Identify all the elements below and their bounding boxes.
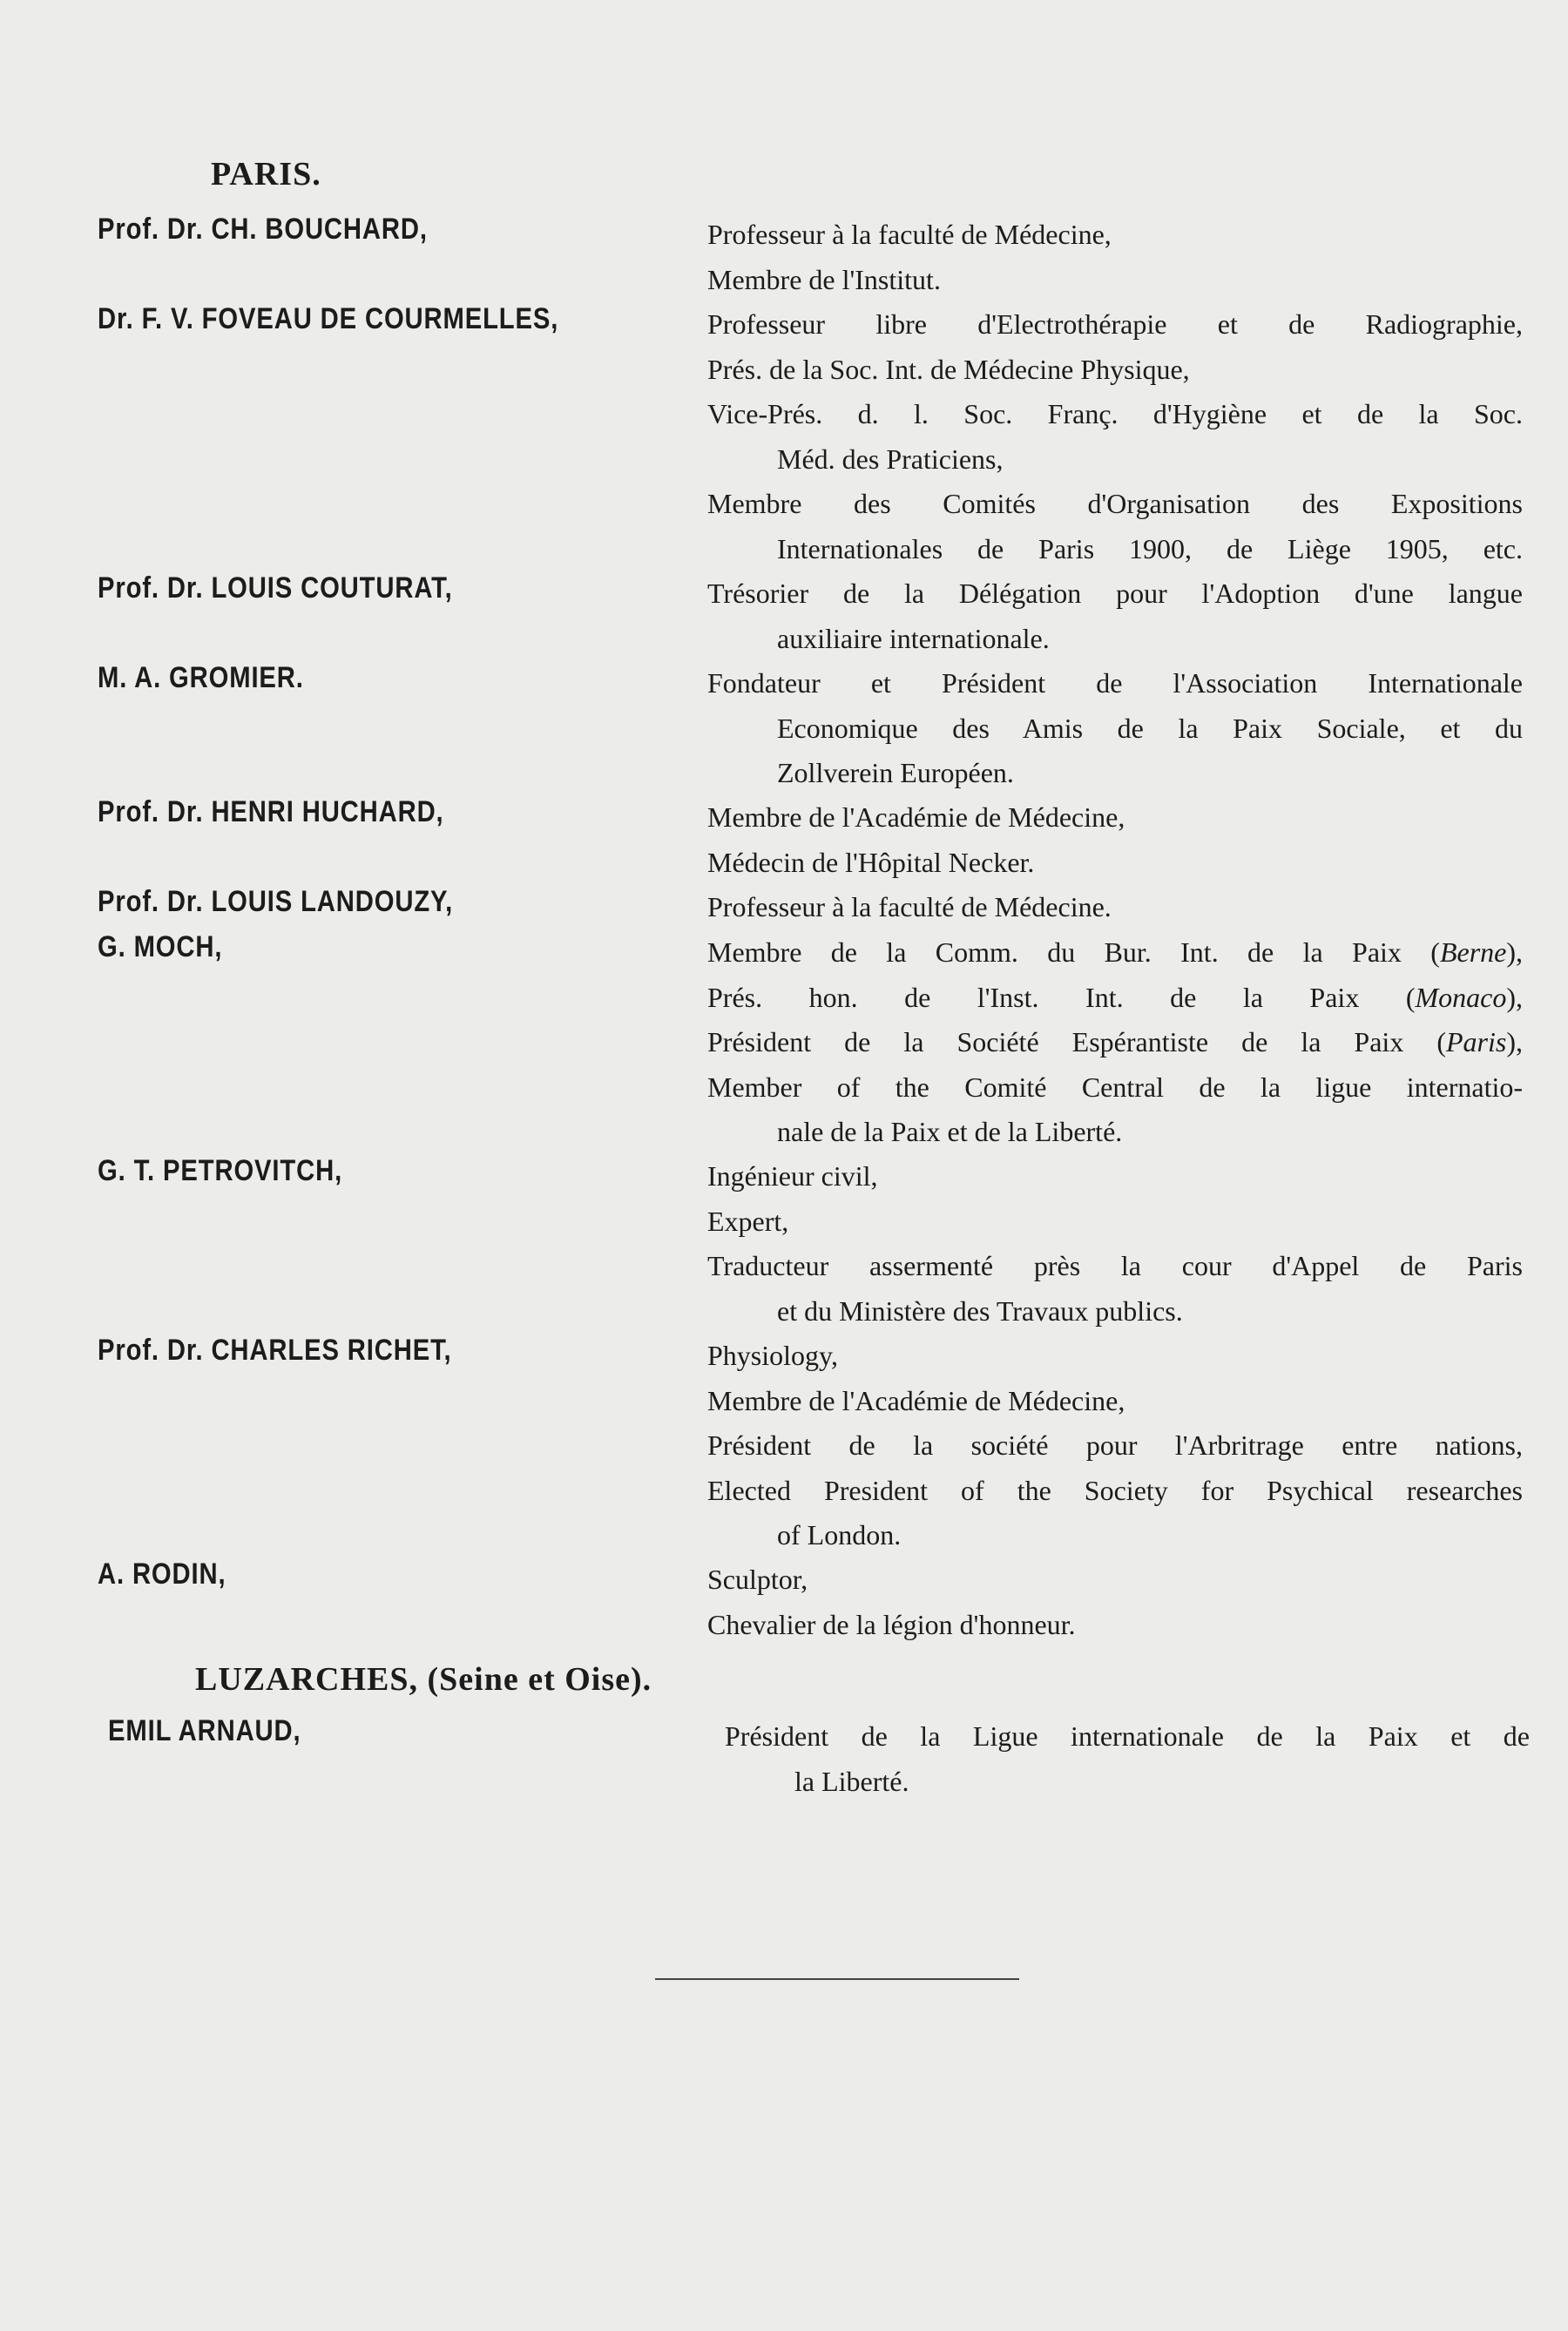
entry-description xyxy=(707,795,1523,885)
desc-line: et du Ministère des Travaux publics. xyxy=(777,1294,1183,1327)
desc-line: Membre de la Comm. du Bur. Int. de la Paix (Berne), xyxy=(707,936,1523,968)
entry-description xyxy=(707,302,1523,571)
section-heading-paris: PARIS. xyxy=(211,156,321,193)
desc-line: Trésorier de la Délégation pour l'Adoption d'une langue xyxy=(707,578,1523,609)
desc-line: Membre des Comités d'Organisation des Expositions xyxy=(707,488,1523,519)
section-heading-luzarches: LUZARCHES, (Seine et Oise). xyxy=(195,1661,652,1698)
entry-description xyxy=(707,1334,1523,1558)
entry-description xyxy=(725,1714,1530,1804)
desc-line: Chevalier de la légion d'honneur. xyxy=(707,1608,1076,1640)
entry-description xyxy=(707,213,1523,302)
desc-line: Prés. de la Soc. Int. de Médecine Physique, xyxy=(707,353,1190,385)
desc-line: Internationales de Paris 1900, de Liège 1905, etc. xyxy=(777,532,1523,564)
entry-name: Prof. Dr. LOUIS COUTURAT, xyxy=(98,571,453,605)
entry-name: Prof. Dr. CHARLES RICHET, xyxy=(98,1334,452,1367)
desc-line: of London. xyxy=(777,1519,902,1551)
entry-name: EMIL ARNAUD, xyxy=(108,1714,301,1747)
italic-place: Monaco xyxy=(1415,981,1507,1013)
desc-line: Fondateur et Président de l'Association Internationale xyxy=(707,667,1523,699)
desc-line: la Liberté. xyxy=(794,1765,909,1797)
entry-name: Dr. F. V. FOVEAU DE COURMELLES, xyxy=(98,302,559,335)
entry-description xyxy=(707,1557,1523,1647)
desc-line: Méd. des Praticiens, xyxy=(777,443,1004,475)
desc-line: Prés. hon. de l'Inst. Int. de la Paix (Monaco), xyxy=(707,981,1523,1013)
entry-description xyxy=(707,571,1523,661)
desc-line: Médecin de l'Hôpital Necker. xyxy=(707,846,1035,878)
italic-place: Paris xyxy=(1446,1026,1507,1057)
entry-name: Prof. Dr. LOUIS LANDOUZY, xyxy=(98,885,454,918)
desc-line: Ingénieur civil, xyxy=(707,1160,878,1192)
desc-line: auxiliaire internationale. xyxy=(777,622,1050,654)
desc-line: Professeur à la faculté de Médecine, xyxy=(707,219,1112,250)
desc-line: Membre de l'Institut. xyxy=(707,263,941,295)
desc-line: Professeur à la faculté de Médecine. xyxy=(707,891,1112,922)
desc-line: nale de la Paix et de la Liberté. xyxy=(777,1116,1123,1147)
desc-line: Sculptor, xyxy=(707,1564,808,1595)
entry-name: G. T. PETROVITCH, xyxy=(98,1154,343,1187)
italic-place: Berne xyxy=(1439,936,1507,968)
entry-name: Prof. Dr. HENRI HUCHARD, xyxy=(98,795,444,828)
desc-line: Zollverein Européen. xyxy=(777,757,1014,788)
entry-name: G. MOCH, xyxy=(98,930,223,963)
desc-line: Professeur libre d'Electrothérapie et de Radiographie, xyxy=(707,308,1523,340)
desc-line: Elected President of the Society for Psychical researches xyxy=(707,1474,1523,1506)
entry-name: A. RODIN, xyxy=(98,1557,226,1591)
entry-description xyxy=(707,661,1523,796)
desc-line: Membre de l'Académie de Médecine, xyxy=(707,801,1125,833)
desc-line: Expert, xyxy=(707,1205,789,1237)
desc-line: Membre de l'Académie de Médecine, xyxy=(707,1384,1125,1416)
desc-line: Economique des Amis de la Paix Sociale, et du xyxy=(777,712,1523,744)
entry-description xyxy=(707,885,1523,930)
entry-description xyxy=(707,1154,1523,1334)
entry-name: M. A. GROMIER. xyxy=(98,661,304,694)
desc-line: Président de la société pour l'Arbritrage entre nations, xyxy=(707,1429,1523,1461)
desc-line: Président de la Société Espérantiste de la Paix (Paris), xyxy=(707,1026,1523,1057)
desc-line: Vice-Prés. d. l. Soc. Franç. d'Hygiène et de la Soc. xyxy=(707,398,1523,429)
desc-line: Traducteur assermenté près la cour d'Appel de Paris xyxy=(707,1250,1523,1281)
desc-line: Président de la Ligue internationale de la Paix et de xyxy=(725,1720,1530,1752)
entry-name: Prof. Dr. CH. BOUCHARD, xyxy=(98,213,428,246)
entry-description xyxy=(707,930,1523,1155)
desc-line: Member of the Comité Central de la ligue internatio- xyxy=(707,1071,1523,1103)
closing-rule xyxy=(655,1978,1019,1980)
desc-line: Physiology, xyxy=(707,1340,838,1371)
